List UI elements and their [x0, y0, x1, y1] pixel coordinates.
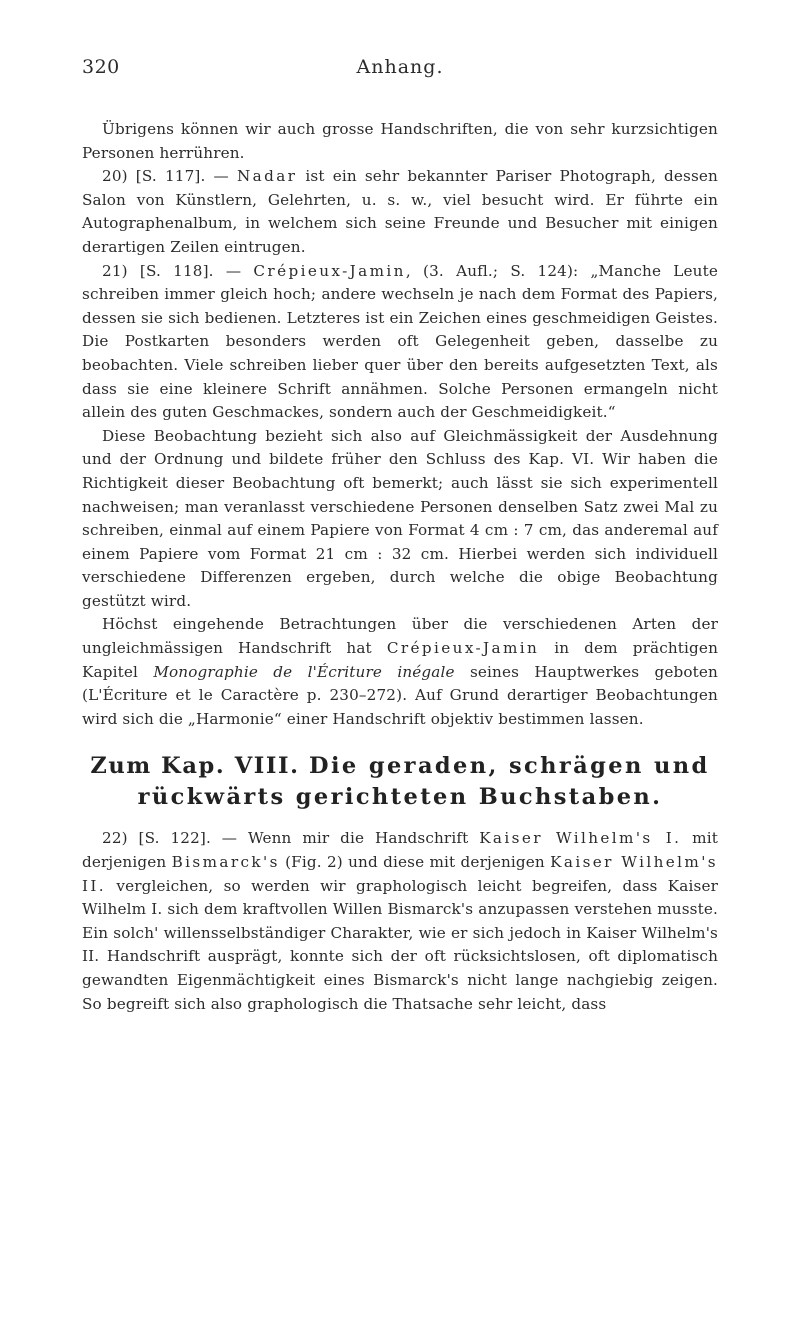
- person-name: Crépieux-Jamin: [253, 261, 406, 280]
- chapter-title-line1: Die geraden, schrägen und: [309, 753, 710, 780]
- body-text: [82, 118, 718, 1016]
- footnote-22: [82, 827, 718, 1016]
- paragraph-text: Diese Beobachtung bezieht sich also auf Gleichmässigkeit der Ausdehnung und der Ordnung und bildete früher den Schluss des Kap. VI. Wir haben die Richtigkeit dieser Beobachtung oft bemerkt; auch lässt sie sich experimentell nachweisen; man veranlasst verschiedene Personen denselben Satz zwei Mal zu schreiben, einmal auf einem Papiere von Format 4 cm : 7 cm, das anderemal auf einem Papiere vom Format 21 cm : 32 cm. Hierbei werden sich individuell verschiedene Differenzen ergeben, durch welche die obige Beobachtung gestützt wird.: [82, 426, 718, 610]
- chapter-heading: [82, 751, 718, 813]
- paragraph-text: Höchst eingehende Betrachtungen über die verschiedenen Arten der ungleichmässigen Handschrift hat: [82, 615, 718, 658]
- footnote-21: 21) [S. 118]. — Crépieux-Jamin, (3. Aufl.; S. 124): „Manche Leute schreiben immer gleich hoch; andere wechseln je nach dem Format des Papiers, dessen sie sich bedienen. Letzteres ist ein Zeichen eines geschmeidigen Geistes. Die Postkarten besonders werden oft Gelegenheit geben, dasselbe zu beobachten. Viele schreiben lieber quer über den bereits aufgesetzten Text, als dass sie eine kleinere Schrift annähmen. Solche Personen ermangeln nicht allein des guten Geschmackes, sondern auch der Geschmeidigkeit.“: [82, 261, 718, 422]
- paragraph-text: mit derjenigen: [82, 829, 718, 872]
- person-name: Crépieux-Jamin: [386, 639, 540, 658]
- paragraph-crepieux: [82, 613, 718, 731]
- paragraph-text: (Fig. 2) und diese mit derjenigen: [279, 853, 551, 872]
- paragraph-text: ist ein sehr bekannter Pariser Photograph, dessen Salon von Künstlern, Gelehrten, u. s. w., viel besucht wird. Er führte ein Autographenalbum, in welchem sich seine Freunde und Besucher mit einigen derartigen Zeilen eintrugen.: [82, 167, 718, 256]
- page-reference: [S. 122].: [138, 829, 211, 848]
- paragraph-intro: [82, 118, 718, 165]
- running-head: [82, 56, 718, 80]
- running-title: Anhang.: [356, 56, 444, 78]
- paragraph-text: vergleichen, so werden wir graphologisch leicht begreifen, dass Kaiser Wilhelm I. sich dem kraftvollen Willen Bismarck's anzupassen verstehen musste. Ein solch' willensselbständiger Charakter, wie er sich jedoch in Kaiser Wilhelm's II. Handschrift ausprägt, konnte sich der oft rücksichtslosen, oft diplomatisch gewandten Eigenmächtigkeit eines Bismarck's nicht lange nachgiebig zeigen. So begreift sich also graphologisch die Thatsache sehr leicht, dass: [82, 876, 718, 1013]
- paragraph-text: , (3. Aufl.; S. 124): „Manche Leute schreiben immer gleich hoch; andere wechseln je nach dem Format des Papiers, dessen sie sich bedienen. Letzteres ist ein Zeichen eines geschmeidigen Geistes. Die Postkarten besonders werden oft Gelegenheit geben, dasselbe zu beobachten. Viele schreiben lieber quer über den bereits aufgesetzten Text, als dass sie eine kleinere Schrift annähmen. Solche Personen ermangeln nicht allein des guten Geschmackes, sondern auch der Geschmeidigkeit.“: [82, 261, 718, 422]
- footnote-20: 20) [S. 117]. — Nadar ist ein sehr bekannter Pariser Photograph, dessen Salon von Künstlern, Gelehrten, u. s. w., viel besucht wird. Er führte ein Autographenalbum, in welchem sich seine Freunde und Besucher mit einigen derartigen Zeilen eintrugen.: [82, 167, 718, 256]
- chapter-label: Zum Kap. VIII.: [90, 753, 300, 780]
- person-name: Kaiser Wilhelm's I.: [479, 829, 682, 848]
- page-number: 320: [82, 56, 120, 78]
- page-reference: [S. 118].: [139, 261, 214, 280]
- page-reference: [S. 117].: [135, 167, 206, 186]
- note-marker: 20): [102, 167, 128, 186]
- person-name: Bismarck's: [171, 853, 280, 872]
- chapter-title-line2: rückwärts gerichteten Buchstaben.: [137, 784, 663, 811]
- person-name: Kaiser Wilhelm's II.: [82, 853, 718, 895]
- paragraph-observation: [82, 425, 718, 614]
- paragraph-text: in dem prächtigen Kapitel: [82, 639, 718, 681]
- person-name: Nadar: [236, 167, 298, 186]
- paragraph-text: seines Hauptwerkes geboten (L'Écriture et le Caractère p. 230–272). Auf Grund derartiger Beobachtungen wird sich die „Harmonie“ einer Handschrift objektiv bestimmen lassen.: [82, 662, 718, 728]
- note-marker: 21): [102, 261, 128, 280]
- paragraph-text: — Wenn mir die Handschrift: [210, 829, 480, 848]
- paragraph-text: Übrigens können wir auch grosse Handschriften, die von sehr kurzsichtigen Personen herrühren.: [82, 120, 718, 162]
- book-chapter-title: Monographie de l'Écriture inégale: [153, 662, 455, 681]
- note-marker: 22): [102, 829, 128, 848]
